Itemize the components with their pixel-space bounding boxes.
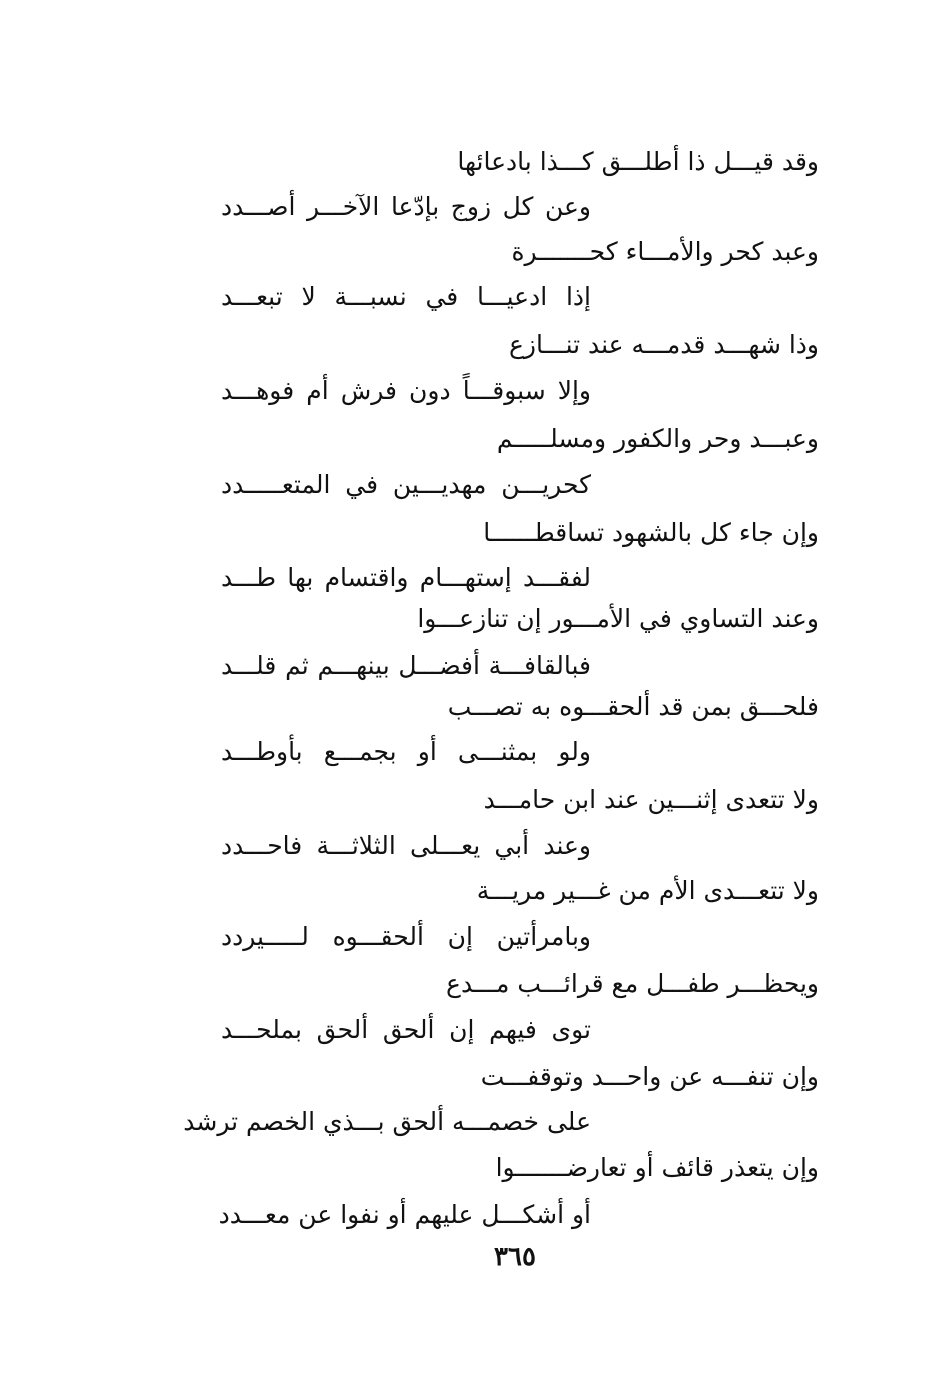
verse-line: فلحـــق بمن قد ألحقـــوه به تصـــب: [447, 692, 819, 721]
verse-line: ولا تتعدى إثنـــين عند ابن حامـــد: [483, 785, 819, 814]
verse-line: وعن كل زوج بإدّعا الآخـــر أصـــدد: [221, 192, 591, 221]
verse-line: إذا ادعيـــا في نسبـــة لا تبعـــد: [221, 282, 591, 311]
verse-line: وإن تنفـــه عن واحـــد وتوقفـــت: [480, 1062, 819, 1091]
verse-line: أو أشكـــل عليهم أو نفوا عن معـــدد: [218, 1200, 591, 1229]
verse-line: ويحظـــر طفـــل مع قرائـــب مـــدع: [446, 969, 819, 998]
verse-line: فبالقافـــة أفضـــل بينهـــم ثم قلـــد: [221, 651, 591, 680]
verse-line: وعند أبي يعـــلى الثلاثـــة فاحـــدد: [221, 831, 591, 860]
verse-line: وعند التساوي في الأمـــور إن تنازعـــوا: [417, 604, 819, 633]
verse-line: وعبـــد وحر والكفور ومسلـــــم: [496, 424, 819, 453]
verse-line: وإن يتعذر قائف أو تعارضـــــــوا: [495, 1153, 819, 1182]
verse-line: على خصمـــه ألحق بـــذي الخصم ترشد: [183, 1107, 591, 1136]
verse-line: لفقـــد إستهـــام واقتسام بها طـــد: [221, 563, 591, 592]
verse-line: وإن جاء كل بالشهود تساقطــــــا: [483, 518, 819, 547]
verse-line: وقد قيـــل ذا أطلـــق كـــذا بادعائها: [457, 147, 819, 176]
page-number: ٣٦٥: [494, 1242, 536, 1272]
verse-line: وإلا سبوقـــاً دون فرش أم فوهـــد: [221, 376, 591, 405]
verse-line: ولو بمثنـــى أو بجمـــع بأوطـــد: [221, 737, 591, 766]
verse-line: ولا تتعـــدى الأم من غـــير مريـــة: [476, 876, 819, 905]
verse-line: كحريـــن مهديـــين في المتعـــــدد: [221, 470, 591, 499]
verse-line: وذا شهـــد قدمـــه عند تنـــازع: [508, 330, 819, 359]
verse-line: توى فيهم إن ألحق ألحق بملحـــد: [221, 1015, 591, 1044]
verse-line: وبامرأتين إن ألحقـــوه لـــــيردد: [221, 922, 591, 951]
verse-line: وعبد كحر والأمـــاء كحـــــــرة: [511, 237, 819, 266]
